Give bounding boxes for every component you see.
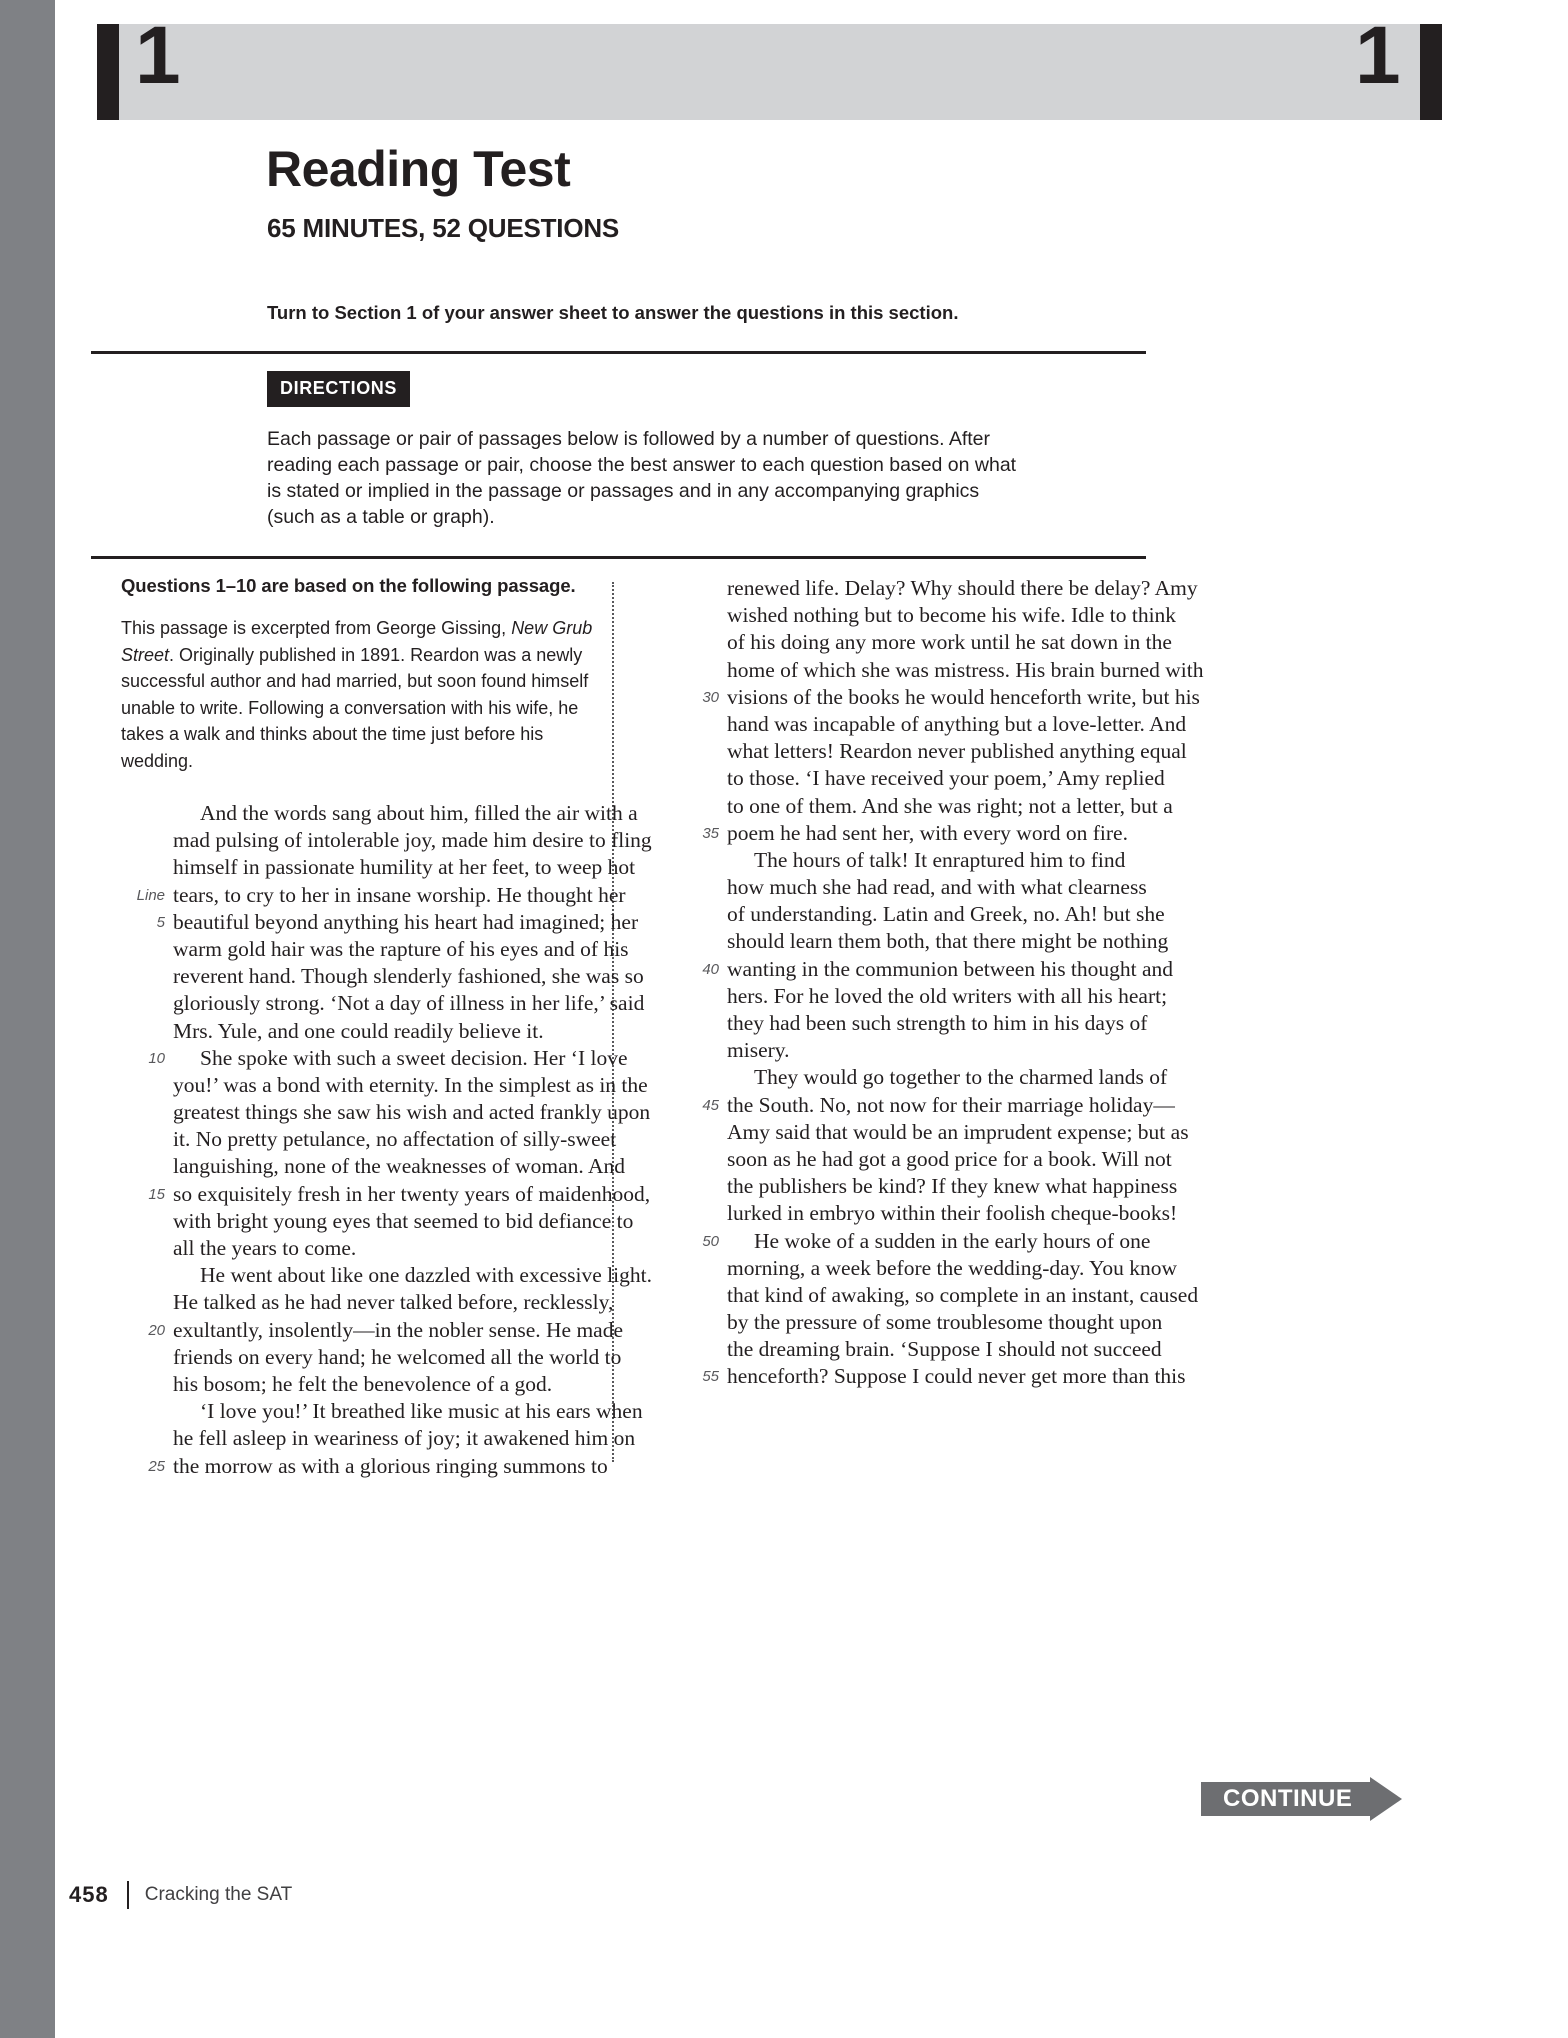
passage-line bbox=[727, 575, 1198, 602]
passage-line bbox=[727, 1146, 1172, 1173]
passage-line bbox=[727, 1309, 1165, 1336]
passage-line bbox=[173, 1262, 652, 1289]
passage-line bbox=[727, 602, 1177, 629]
passage-line-text: mad pulsing of intolerable joy, made him desire to fling bbox=[173, 828, 652, 853]
passage-line bbox=[727, 901, 1165, 928]
passage-line bbox=[148, 1181, 651, 1208]
passage-line-text: beautiful beyond anything his heart had imagined; her bbox=[173, 909, 639, 934]
page-subtitle: 65 MINUTES, 52 QUESTIONS bbox=[267, 213, 620, 243]
passage-line bbox=[727, 1173, 1178, 1200]
passage-line-text: how much she had read, and with what clearness bbox=[727, 875, 1147, 900]
passage-line bbox=[173, 1371, 601, 1398]
passage-line bbox=[173, 1208, 634, 1235]
passage-line bbox=[727, 711, 1187, 738]
directions-bottom-rule bbox=[91, 556, 1146, 559]
passage-line-text: he fell asleep in weariness of joy; it awakened him on bbox=[173, 1426, 636, 1451]
passage-line bbox=[173, 1398, 643, 1425]
passage-line bbox=[727, 765, 1165, 792]
passage-line bbox=[727, 629, 1172, 656]
page-footer bbox=[69, 1880, 292, 1910]
passage-line bbox=[727, 793, 1173, 820]
footer-book-title: Cracking the SAT bbox=[144, 1884, 293, 1905]
passage-line bbox=[173, 936, 629, 963]
passage-line-text: He went about like one dazzled with excessive light. bbox=[200, 1263, 652, 1288]
section-number-right: 1 bbox=[1355, 10, 1399, 101]
passage-line-number: 20 bbox=[148, 1321, 165, 1339]
section-number-left: 1 bbox=[135, 10, 179, 101]
passage-line bbox=[173, 1235, 601, 1262]
right-column bbox=[675, 575, 1204, 1391]
passage-line-number: 35 bbox=[702, 824, 719, 842]
passage-line bbox=[173, 1072, 648, 1099]
passage-line-text: the publishers be kind? If they knew what happiness bbox=[727, 1174, 1178, 1199]
passage-line bbox=[702, 1363, 1186, 1390]
passage-line-text: soon as he had got a good price for a book. Will not bbox=[727, 1146, 1172, 1171]
passage-line bbox=[727, 983, 1168, 1010]
passage-line-number: 15 bbox=[148, 1185, 165, 1203]
passage-line bbox=[727, 1200, 1178, 1227]
passage-line-number: 5 bbox=[156, 913, 165, 931]
passage-line bbox=[727, 1336, 1165, 1363]
passage-line-text: henceforth? Suppose I could never get more than this bbox=[727, 1364, 1186, 1389]
passage-line bbox=[173, 1289, 614, 1316]
passage-line-text: And the words sang about him, filled the air with a bbox=[200, 801, 638, 825]
left-passage-lines bbox=[136, 800, 652, 1480]
section-band-left-cap bbox=[97, 24, 119, 120]
passage-line bbox=[702, 684, 1200, 711]
continue-arrow-icon bbox=[1370, 1777, 1402, 1821]
passage-line-text: hers. For he loved the old writers with all his heart; bbox=[727, 983, 1168, 1008]
passage-line bbox=[727, 1282, 1199, 1309]
passage-line-text: warm gold hair was the rapture of his eyes and of his bbox=[173, 936, 629, 961]
passage-line-text: visions of the books he would henceforth write, but his bbox=[727, 684, 1200, 709]
left-column bbox=[121, 575, 652, 1480]
passage-line-text: all the years to come. bbox=[173, 1236, 357, 1260]
passage-line bbox=[173, 800, 638, 827]
turn-to-instruction: Turn to Section 1 of your answer sheet to answer the questions in this section. bbox=[267, 302, 959, 323]
passage-line bbox=[173, 963, 644, 990]
passage-line-text: He talked as he had never talked before, recklessly, bbox=[173, 1290, 614, 1315]
passage-line-text: by the pressure of some troublesome thought upon bbox=[727, 1310, 1163, 1335]
passage-line-text: it. No pretty petulance, no affectation of silly-sweet bbox=[173, 1127, 617, 1152]
passage-line bbox=[702, 1092, 1175, 1119]
passage-line-number: 30 bbox=[702, 688, 719, 706]
passage-blurb bbox=[121, 615, 601, 774]
passage-line bbox=[727, 1119, 1189, 1146]
continue-banner bbox=[1201, 1777, 1402, 1821]
passage-line-text: so exquisitely fresh in her twenty years of maidenhood, bbox=[173, 1181, 651, 1206]
passage-line-text: wanting in the communion between his thought and bbox=[727, 956, 1174, 981]
passage-line-number: Line bbox=[136, 886, 165, 904]
passage-line-text: renewed life. Delay? Why should there be delay? Amy bbox=[727, 576, 1198, 600]
passage-line bbox=[173, 1099, 651, 1126]
passage-line-text: that kind of awaking, so complete in an instant, caused bbox=[727, 1282, 1199, 1307]
passage-line-text: gloriously strong. ‘Not a day of illness in her life,’ said bbox=[173, 991, 645, 1016]
passage-line bbox=[727, 847, 1165, 874]
passage-line-text: They would go together to the charmed lands of bbox=[754, 1065, 1168, 1090]
passage-line-text: exultantly, insolently—in the nobler sense. He made bbox=[173, 1317, 623, 1342]
passage-line bbox=[173, 1126, 617, 1153]
passage-line-text: lurked in embryo within their foolish cheque-books! bbox=[727, 1201, 1178, 1226]
passage-line bbox=[156, 909, 639, 936]
passage-line bbox=[173, 827, 652, 854]
passage-line bbox=[702, 820, 1165, 847]
passage-line-text: languishing, none of the weaknesses of woman. And bbox=[173, 1154, 626, 1179]
passage-line bbox=[702, 956, 1174, 983]
passage-line-text: tears, to cry to her in insane worship. He thought her bbox=[173, 882, 626, 907]
passage-line bbox=[727, 1037, 1165, 1064]
footer-page-number: 458 bbox=[69, 1882, 109, 1907]
passage-line-text: wished nothing but to become his wife. Idle to think bbox=[727, 603, 1177, 628]
passage-line-number: 45 bbox=[702, 1096, 719, 1114]
passage-line-text: himself in passionate humility at her feet, to weep hot bbox=[173, 855, 636, 880]
passage-line bbox=[148, 1317, 623, 1344]
passage-line bbox=[727, 1255, 1178, 1282]
page-margin-bar bbox=[0, 0, 55, 2038]
passage-line-text: Mrs. Yule, and one could readily believe it. bbox=[173, 1018, 544, 1043]
passage-line-text: you!’ was a bond with eternity. In the simplest as in the bbox=[173, 1072, 648, 1097]
page-content bbox=[55, 0, 1568, 2038]
passage-line bbox=[727, 874, 1165, 901]
questions-heading: Questions 1–10 are based on the following passage. bbox=[121, 575, 576, 596]
passage-line-text: He woke of a sudden in the early hours of one bbox=[754, 1228, 1151, 1253]
passage-line-text: the dreaming brain. ‘Suppose I should not succeed bbox=[727, 1337, 1162, 1362]
passage-line-text: misery. bbox=[727, 1038, 790, 1063]
passage-line bbox=[173, 1425, 636, 1452]
blurb-pre: This passage is excerpted from George Gissing, bbox=[121, 618, 512, 638]
passage-line-text: the morrow as with a glorious ringing summons to bbox=[173, 1453, 608, 1478]
directions-text: Each passage or pair of passages below is followed by a number of questions. After reading each passage or pair, choose the best answer to each question based on what is stated or implied in the passage or passages and in any accompanying graphics (such as a table or graph). bbox=[267, 428, 1017, 528]
footer-divider bbox=[127, 1881, 129, 1909]
passage-line-text: home of which she was mistress. His brain burned with bbox=[727, 657, 1204, 682]
passage-line-text: morning, a week before the wedding-day. You know bbox=[727, 1255, 1178, 1280]
passage-line-number: 25 bbox=[148, 1457, 165, 1475]
passage-line-text: with bright young eyes that seemed to bid defiance to bbox=[173, 1208, 634, 1233]
blurb-post: . Originally published in 1891. Reardon was a newly successful author and had married, but soon found himself unable to write. Following a conversation with his wife, he takes a walk and thinks about the time just before his wedding. bbox=[121, 644, 589, 771]
passage-line-text: to those. ‘I have received your poem,’ Amy replied bbox=[727, 766, 1165, 791]
passage-line-text: reverent hand. Though slenderly fashioned, she was so bbox=[173, 964, 644, 989]
passage-line-text: should learn them both, that there might be nothing bbox=[727, 929, 1169, 954]
directions-top-rule bbox=[91, 351, 1146, 354]
passage-line-text: greatest things she saw his wish and acted frankly upon bbox=[173, 1100, 651, 1125]
passage-line bbox=[148, 1453, 608, 1480]
section-header-band bbox=[97, 24, 1442, 120]
passage-line-text: ‘I love you!’ It breathed like music at his ears when bbox=[200, 1399, 643, 1424]
passage-line-number: 55 bbox=[702, 1368, 719, 1386]
passage-line-text: of his doing any more work until he sat down in the bbox=[727, 630, 1172, 655]
passage-line bbox=[173, 1344, 622, 1371]
passage-line-text: friends on every hand; he welcomed all the world to bbox=[173, 1344, 622, 1369]
passage-line bbox=[702, 1228, 1165, 1255]
passage-line-number: 40 bbox=[702, 960, 719, 978]
passage-line bbox=[148, 1045, 628, 1072]
passage-line-text: of understanding. Latin and Greek, no. Ah! but she bbox=[727, 902, 1165, 927]
passage-line-text: they had been such strength to him in his days of bbox=[727, 1011, 1148, 1035]
passage-line bbox=[136, 882, 626, 909]
passage-line bbox=[173, 990, 645, 1017]
passage-line bbox=[727, 657, 1204, 684]
section-band-right-cap bbox=[1420, 24, 1442, 120]
passage-line-number: 10 bbox=[148, 1049, 165, 1067]
passage-line bbox=[727, 1064, 1168, 1091]
passage-line-text: his bosom; he felt the benevolence of a god. bbox=[173, 1371, 553, 1396]
passage-line-text: She spoke with such a sweet decision. Her ‘I love bbox=[200, 1045, 628, 1070]
passage-line-text: to one of them. And she was right; not a letter, but a bbox=[727, 793, 1173, 818]
passage-line-text: Amy said that would be an imprudent expense; but as bbox=[727, 1119, 1189, 1144]
blurb-book-title: New Grub Street bbox=[121, 618, 593, 665]
passage-line-number: 50 bbox=[702, 1232, 719, 1250]
page-title: Reading Test bbox=[266, 141, 571, 197]
passage-line-text: the South. No, not now for their marriage holiday— bbox=[727, 1092, 1175, 1117]
continue-label: CONTINUE bbox=[1201, 1782, 1370, 1816]
directions-label: DIRECTIONS bbox=[267, 371, 410, 407]
passage-line bbox=[727, 738, 1187, 765]
passage-line bbox=[727, 928, 1169, 955]
passage-line-text: poem he had sent her, with every word on fire. bbox=[727, 820, 1128, 845]
right-passage-lines bbox=[702, 575, 1204, 1391]
passage-line bbox=[173, 854, 636, 881]
passage-line-text: The hours of talk! It enraptured him to find bbox=[754, 847, 1126, 872]
passage-line-text: what letters! Reardon never published anything equal bbox=[727, 739, 1187, 764]
passage-line bbox=[173, 1153, 626, 1180]
passage-line bbox=[173, 1018, 601, 1045]
passage-line bbox=[727, 1010, 1165, 1037]
passage-line-text: hand was incapable of anything but a love-letter. And bbox=[727, 711, 1187, 736]
